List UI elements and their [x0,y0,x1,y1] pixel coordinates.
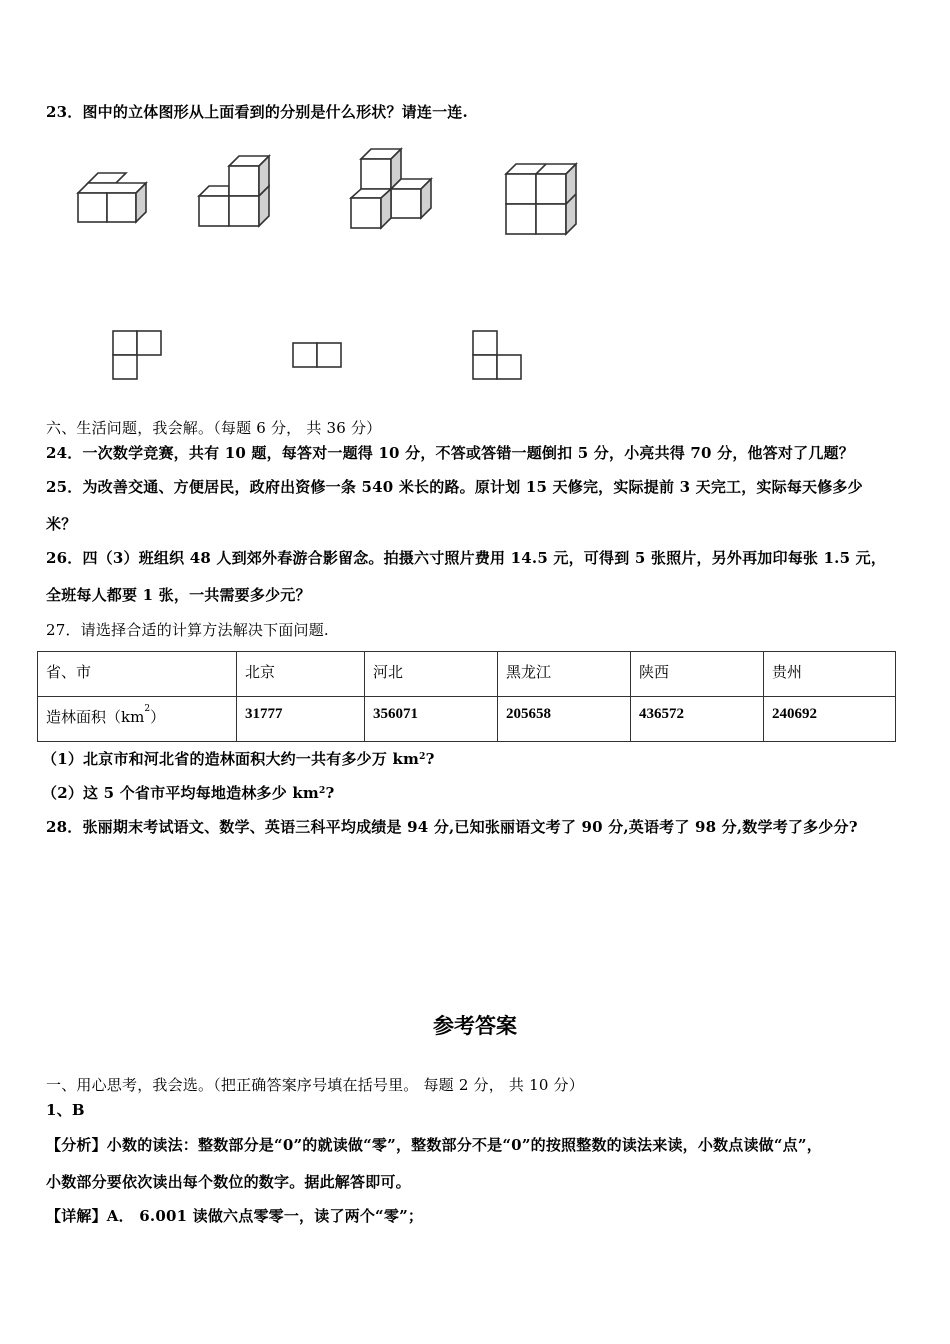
header-cell: 陕西 [631,652,764,697]
value-cell: 240692 [764,697,896,742]
value-cell: 205658 [498,697,631,742]
header-cell: 黑龙江 [498,652,631,697]
solid-2-icon [199,156,269,226]
solid-3-icon [351,149,431,228]
analysis-line2: 小数部分要依次读出每个数位的数字。据此解答即可。 [46,1173,411,1191]
question-27-sub1: （1）北京市和河北省的造林面积大约一共有多少万 $km^2$? [42,750,435,768]
question-26-line2: 全班每人都要 1 张，一共需要多少元？ [46,586,311,604]
value-cell: 31777 [237,697,365,742]
row-label-text: 造林面积（km [46,708,145,726]
header-cell: 河北 [365,652,498,697]
section-6-heading: 六、生活问题，我会解。（每题 6 分， 共 36 分） [46,419,382,437]
solid-1-icon [78,173,146,222]
header-label-cell: 省、市 [38,652,237,697]
question-26-line1: 26．四（3）班组织 48 人到郊外春游合影留念。拍摄六寸照片费用 14.5 元，可得到 5 张照片，另外再加印每张 1.5 元， [46,549,887,567]
header-cell: 贵州 [764,652,896,697]
detail-line1: 【详解】A． 6.001 读做六点零零一，读了两个“零”； [46,1207,424,1225]
question-25-line2: 米？ [46,515,77,533]
question-25-line1: 25．为改善交通、方便居民，政府出资修一条 540 米长的路。原计划 15 天修完，实际提前 3 天完工，实际每天修多少 [46,478,863,496]
solid-4-icon [506,164,576,234]
superscript: 2 [144,704,151,714]
question-27: 27．请选择合适的计算方法解决下面问题. [46,621,329,639]
question-23: 23．图中的立体图形从上面看到的分别是什么形状？请连一连. [46,103,468,121]
value-cell: 356071 [365,697,498,742]
header-cell: 北京 [237,652,365,697]
value-cell: 436572 [631,697,764,742]
question-28: 28．张丽期末考试语文、数学、英语三科平均成绩是 94 分,已知张丽语文考了 90 分,英语考了 98 分,数学考了多少分? [46,818,858,836]
row-label-end: ） [150,708,166,726]
row-label-cell [38,697,237,742]
afforestation-table [37,651,896,742]
top-view-2-icon [293,343,341,367]
question-27-sub2: （2）这 5 个省市平均每地造林多少 $km^2$? [42,784,335,802]
table-header-row [38,652,896,697]
answer-1: 1、B [46,1101,85,1119]
top-view-3-icon [473,331,521,379]
question-24: 24．一次数学竞赛，共有 10 题，每答对一题得 10 分，不答或答错一题倒扣 5 分，小亮共得 70 分，他答对了几题？ [46,444,854,462]
solid-figures [0,0,950,400]
answers-title: 参考答案 [433,1014,517,1038]
analysis-line1: 【分析】小数的读法：整数部分是“0”的就读做“零”，整数部分不是“0”的按照整数的读法来读，小数点读做“点”， [46,1136,822,1154]
answers-section-1-heading: 一、用心思考，我会选。（把正确答案序号填在括号里。 每题 2 分， 共 10 分） [46,1076,584,1094]
table-row [38,697,896,742]
top-view-1-icon [113,331,161,379]
